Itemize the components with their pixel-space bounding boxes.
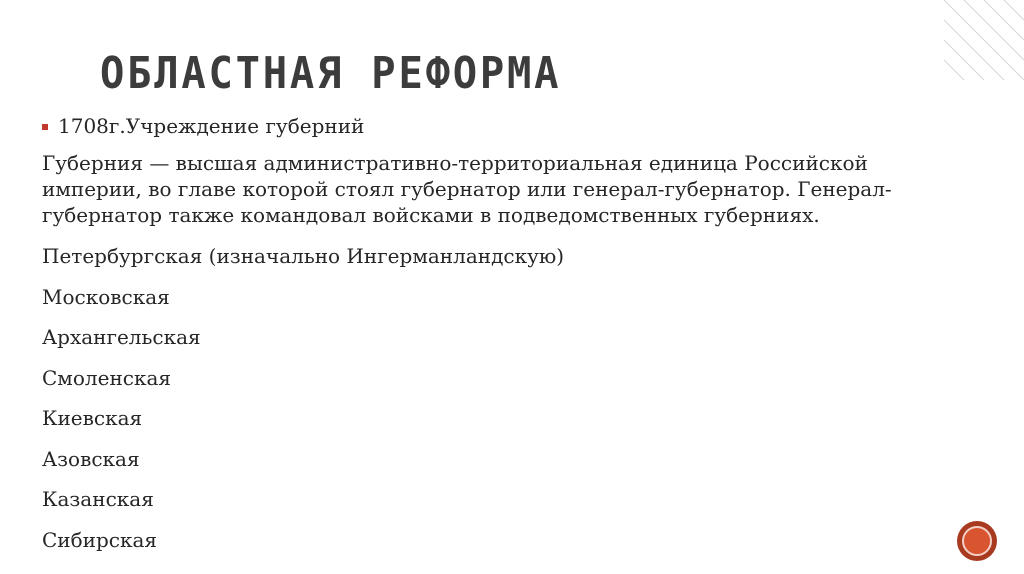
governorate-item: Петербургская (изначально Ингерманландскую) (42, 244, 565, 268)
governorate-item: Азовская (42, 446, 140, 471)
slide-title: ОБЛАСТНАЯ РЕФОРМА (100, 48, 562, 99)
bullet-item (42, 108, 972, 144)
next-slide-button-icon (962, 526, 992, 556)
governorate-item: Сибирская (42, 527, 158, 552)
governorate-item: Смоленская (42, 365, 172, 390)
governorates-list (42, 236, 972, 560)
governorate-item: Казанская (42, 487, 154, 511)
bullet-text: 1708г.Учреждение губерний (58, 114, 365, 138)
next-slide-button[interactable] (957, 521, 997, 561)
description-paragraph: Губерния — высшая административно-территориальная единица Российской империи, во главе которой стоял губернатор или генерал-губернатор. Генерал-губернатор также командовал войсками в подведомственных губерниях. (42, 151, 892, 227)
slide-body (42, 108, 972, 560)
governorate-item: Киевская (42, 406, 143, 430)
square-bullet-icon (42, 124, 48, 130)
governorate-item: Московская (42, 284, 170, 309)
governorate-item: Архангельская (42, 325, 201, 349)
